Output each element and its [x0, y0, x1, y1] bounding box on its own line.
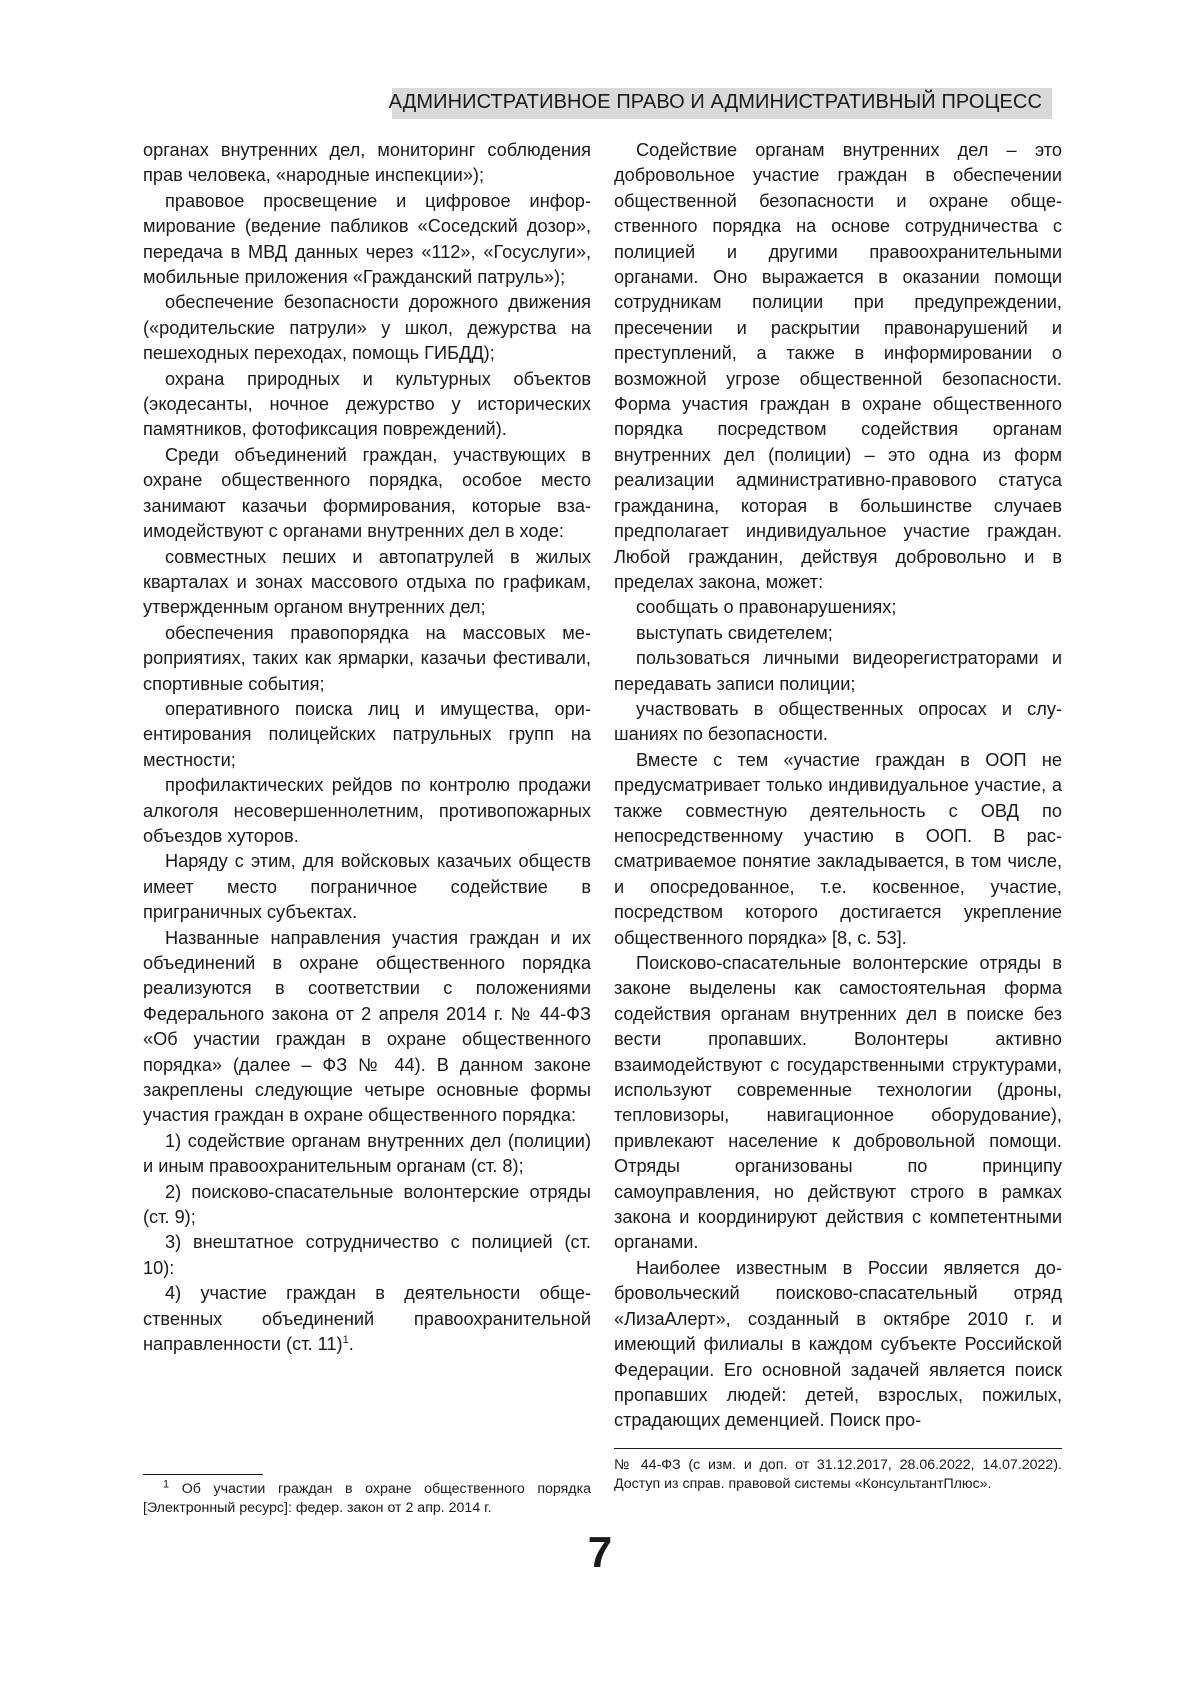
- list-item-text: 4) участие граждан в деятельности общественных объединений правоохранительной направленности (ст. 11): [143, 1283, 591, 1355]
- footnote-text: [143, 1480, 591, 1518]
- footnote-mark: 1: [163, 1478, 170, 1491]
- paragraph: органах внутренних дел, мониторинг соблюдения прав человека, «народные инспекции»);: [143, 140, 591, 186]
- list-item: участвовать в общественных опросах и слушаниях по безопасности.: [614, 698, 1062, 745]
- footnote-divider-left: [143, 1474, 263, 1475]
- list-item: 2) поисково-спасательные волонтерские отряды (ст. 9);: [143, 1181, 591, 1228]
- paragraph: Среди объединений граждан, участвующих в охране общественного порядка, особое место занимают казачьи формирования, которые взаимодействуют с органами внутренних дел в ходе:: [143, 444, 591, 542]
- paragraph: Поисково-спасательные волонтерские отряды в законе выделены как самостоятельная форма содействия органам внутренних дел в поиске без вести пропавших. Волонтеры активно взаимодействуют с государственными структурами, используют современные технологии (дроны, тепловизоры, навигационное оборудование), привлекают население к добровольной помощи. Отряды организованы по принципу самоуправления, но действуют строго в рамках закона и координируют действия с компетентными органами.: [614, 953, 1062, 1253]
- paragraph: совместных пеших и автопатрулей в жилых кварталах и зонах массового отдыха по графикам, утвержденным органом внутренних дел;: [143, 546, 591, 618]
- paragraph: Содействие органам внутренних дел – это добровольное участие граждан в обеспечении общественной безопасности и охране общественного порядка на основе сотрудничества с полицией и другими правоохранительными органами. Оно выражается в оказании помощи сотрудникам полиции при предупреждении, пресечении и раскрытии правонарушений и преступлений, а также в информировании о возможной угрозе общественной безопасности. Форма участия граждан в охране общественного порядка посредством содействия органам внутренних дел (полиции) – это одна из форм реализации административно-правового статуса гражданина, которая в большинстве случаев предполагает индивидуальное участие граждан. Любой гражданин, действуя добровольно и в пределах закона, может:: [614, 140, 1062, 592]
- paragraph: оперативного поиска лиц и имущества, ориентирования полицейских патрульных групп на местности;: [143, 698, 591, 770]
- paragraph: охрана природных и культурных объектов (экодесанты, ночное дежурство у исторических памятников, фотофиксация повреждений).: [143, 368, 591, 440]
- footnote-left: [143, 1480, 591, 1518]
- list-item: [143, 1281, 591, 1357]
- right-column: [614, 138, 1062, 1434]
- list-item: 3) внештатное сотрудничество с полицией (ст. 10):: [143, 1232, 591, 1278]
- paragraph: Вместе с тем «участие граждан в ООП не предусматривает только индивидуальное участие, а также совместную деятельность с ОВД по непосредственному участию в ООП. В рассматриваемое понятие закладывается, в том числе, и опосредованное, т.е. косвенное, участие, посредством которого достигается укрепление общественного порядка» [8, с. 53].: [614, 749, 1062, 948]
- paragraph: Наиболее известным в России является добровольческий поисково-спасательный отряд «ЛизаАлерт», созданный в октябре 2010 г. и имеющий филиалы в каждом субъекте Российской Федерации. Его основной задачей является поиск пропавших людей: детей, взрослых, пожилых, страдающих деменцией. Поиск про-: [614, 1257, 1062, 1431]
- list-item: пользоваться личными видеорегистраторами и передавать записи полиции;: [614, 648, 1062, 694]
- left-column: [143, 138, 591, 1358]
- page-number: 7: [587, 1528, 613, 1577]
- running-header: [388, 88, 1052, 119]
- list-item-end: .: [348, 1334, 354, 1355]
- paragraph: Названные направления участия граждан и их объединений в охране общественного порядка реализуются в соответствии с положениями Федерального закона от 2 апреля 2014 г. № 44-ФЗ «Об участии граждан в охране общественного порядка» (далее – ФЗ № 44). В данном законе закреплены следующие четыре основные формы участия граждан в охране общественного порядка:: [143, 927, 591, 1126]
- paragraph: правовое просвещение и цифровое информирование (ведение пабликов «Соседский дозор», передача в МВД данных через «112», «Госуслуги», мобильные приложения «Гражданский патруль»);: [143, 190, 591, 288]
- footnote-text: № 44-ФЗ (с изм. и доп. от 31.12.2017, 28.06.2022, 14.07.2022). Доступ из справ. правовой системы «КонсультантПлюс».: [614, 1457, 1062, 1492]
- running-header-title: АДМИНИСТРАТИВНОЕ ПРАВО И АДМИНИСТРАТИВНЫЙ ПРОЦЕСС: [388, 91, 1042, 113]
- paragraph: обеспечения правопорядка на массовых мероприятиях, таких как ярмарки, казачьи фестивали, спортивные события;: [143, 622, 591, 694]
- list-item: 1) содействие органам внутренних дел (полиции) и иным правоохранительным органам (ст. 8);: [143, 1130, 591, 1177]
- footnote-body: Об участии граждан в охране общественного порядка [Электронный ресурс]: федер. закон от 2 апр. 2014 г.: [143, 1481, 591, 1516]
- footnote-ref[interactable]: 1: [342, 1334, 349, 1347]
- paragraph: Наряду с этим, для войсковых казачьих обществ имеет место пограничное содействие в приграничных субъектах.: [143, 851, 591, 923]
- paragraph: обеспечение безопасности дорожного движения («родительские патрули» у школ, дежурства на пешеходных переходах, помощь ГИБДД);: [143, 292, 591, 364]
- footnote-divider-right: [614, 1448, 1062, 1449]
- paragraph: профилактических рейдов по контролю продажи алкоголя несовершеннолетним, противопожарных объездов хуторов.: [143, 775, 591, 846]
- list-item: сообщать о правонарушениях;: [636, 597, 897, 618]
- footnote-right: [614, 1456, 1062, 1494]
- list-item: выступать свидетелем;: [636, 622, 833, 643]
